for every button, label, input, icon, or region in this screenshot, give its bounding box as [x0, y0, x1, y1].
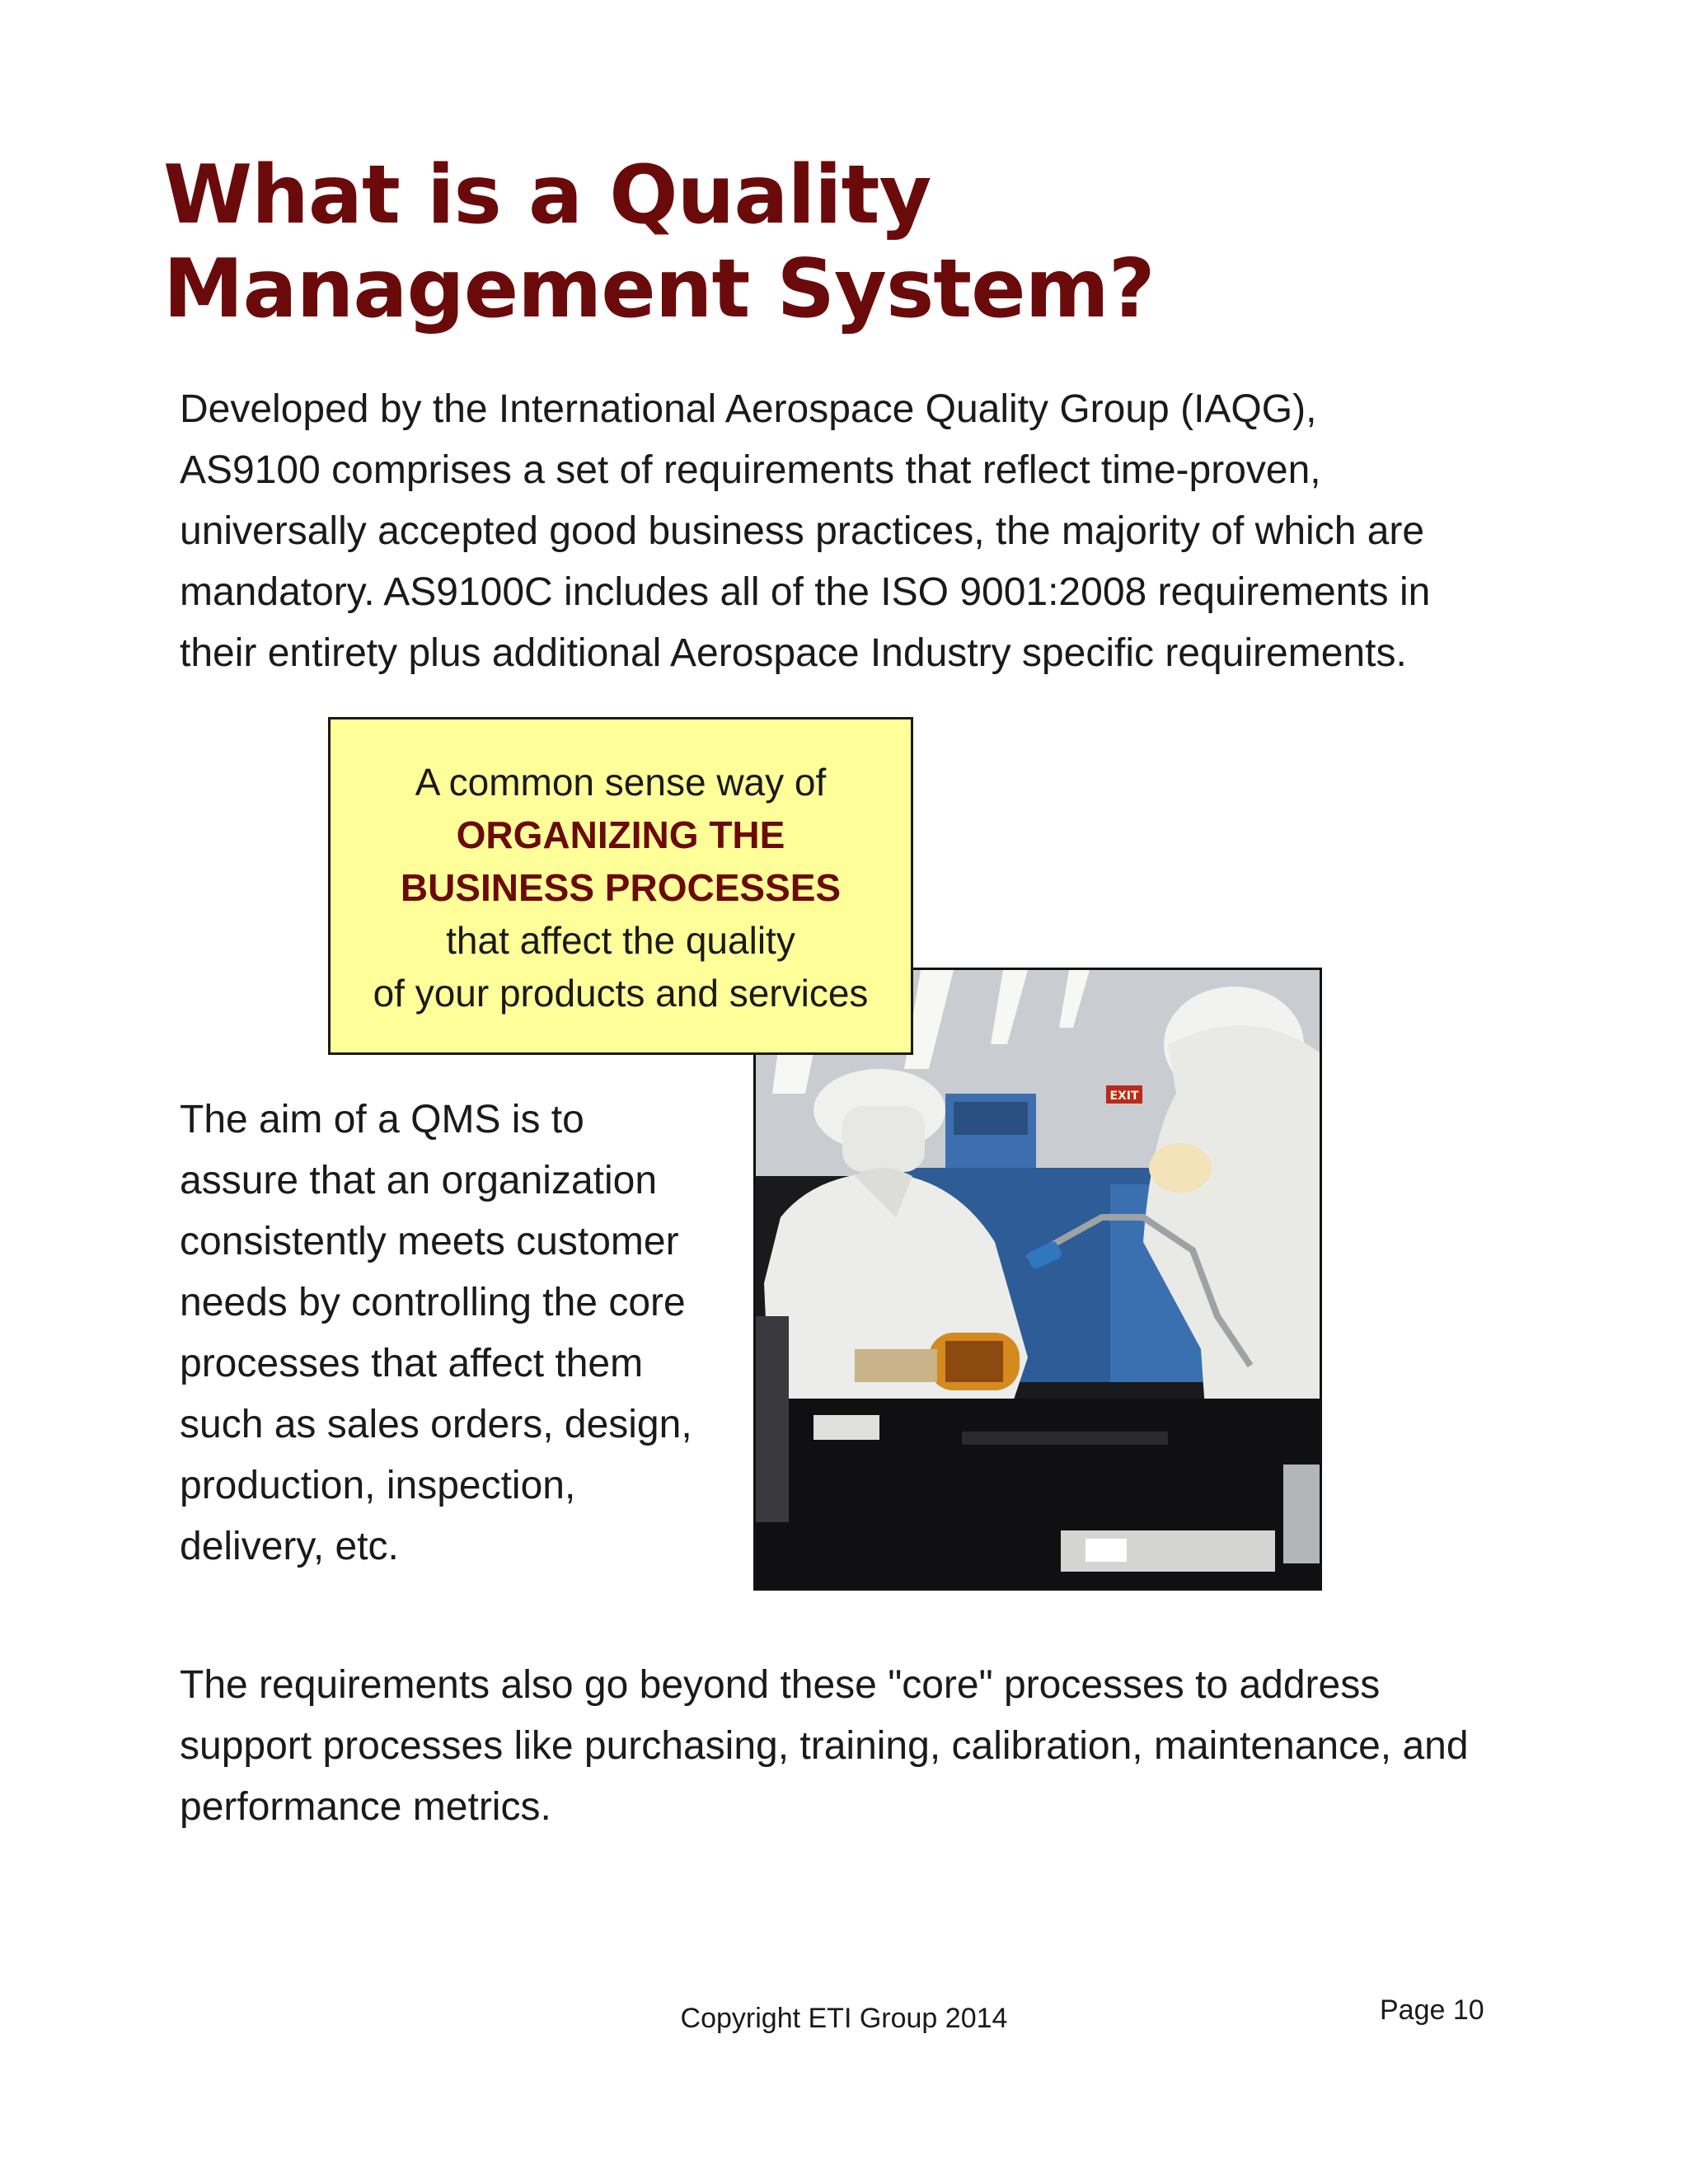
aim-paragraph — [180, 1090, 757, 1577]
support-line-2: support processes like purchasing, training, calibration, maintenance, and — [180, 1724, 1469, 1768]
exit-sign: EXIT — [1109, 1090, 1139, 1103]
page-title-line-2: Management System? — [163, 242, 1155, 336]
callout-line-1: A common sense way of — [415, 761, 827, 804]
intro-line-1: Developed by the International Aerospace Quality Group (IAQG), — [180, 387, 1317, 431]
intro-line-4: mandatory. AS9100C includes all of the ISO 9001:2008 requirements in — [180, 570, 1431, 614]
intro-line-5: their entirety plus additional Aerospace Industry specific requirements. — [180, 631, 1407, 675]
aim-line-7: production, inspection, — [180, 1464, 576, 1507]
callout-box — [328, 717, 913, 1055]
intro-line-3: universally accepted good business practices, the majority of which are — [180, 509, 1425, 553]
aim-line-2: assure that an organization — [180, 1159, 658, 1202]
support-line-1: The requirements also go beyond these "core" processes to address — [180, 1663, 1381, 1707]
callout-line-2: that affect the quality — [446, 919, 795, 962]
cleanroom-photo — [753, 968, 1322, 1591]
page-title-line-1: What is a Quality — [163, 148, 931, 242]
support-line-3: performance metrics. — [180, 1785, 551, 1829]
callout-highlight-2: BUSINESS PROCESSES — [400, 866, 842, 909]
support-paragraph — [180, 1655, 1622, 1838]
callout-line-3: of your products and services — [373, 972, 869, 1015]
aim-line-5: processes that affect them — [180, 1342, 644, 1385]
intro-paragraph — [180, 379, 1581, 684]
footer-copyright: Copyright ETI Group 2014 — [680, 2003, 1008, 2034]
aim-line-1: The aim of a QMS is to — [180, 1098, 584, 1141]
aim-line-6: such as sales orders, design, — [180, 1403, 692, 1446]
page-title — [163, 148, 1400, 336]
cleanroom-photo-illustration — [756, 970, 1320, 1588]
intro-line-2: AS9100 comprises a set of requirements that reflect time-proven, — [180, 448, 1321, 492]
callout-highlight-1: ORGANIZING THE — [456, 813, 785, 856]
aim-line-4: needs by controlling the core — [180, 1281, 686, 1324]
aim-line-3: consistently meets customer — [180, 1220, 679, 1263]
aim-line-8: delivery, etc. — [180, 1525, 399, 1568]
page-number: Page 10 — [1380, 1994, 1484, 2026]
